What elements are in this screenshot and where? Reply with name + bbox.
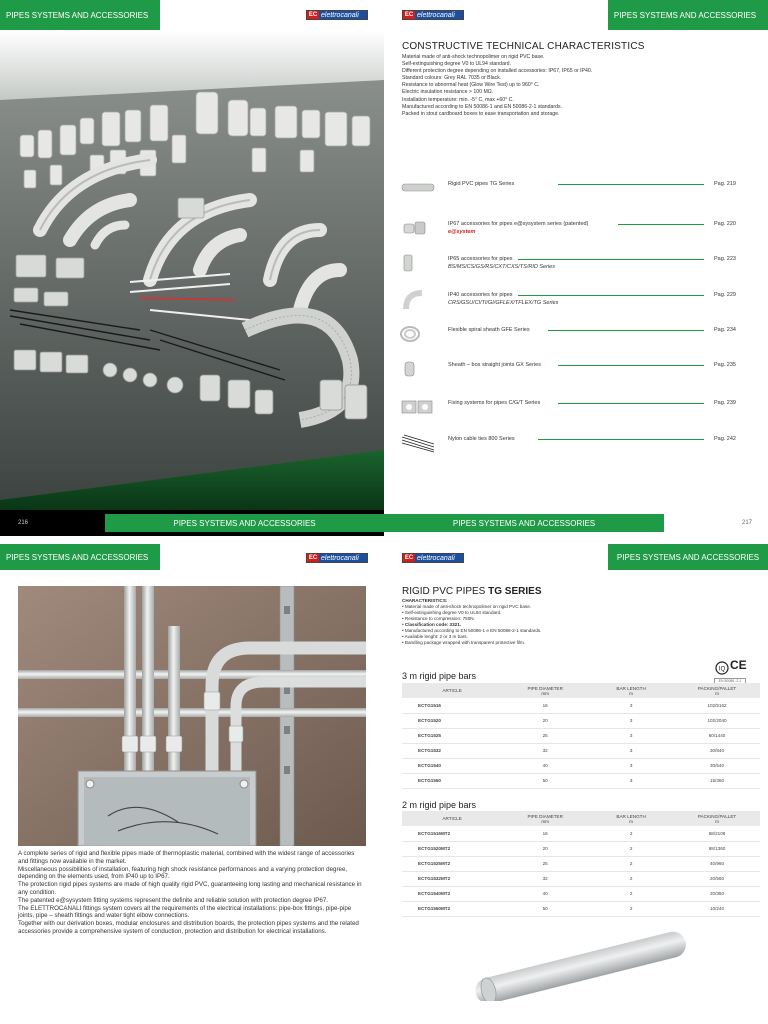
table-cell: 50: [502, 773, 588, 788]
catalog-label: IP67 accessories for pipes e@sysystem series (patented): [448, 221, 589, 227]
characteristic-item: • Resistance to compression: 750N.: [402, 616, 475, 621]
table-cell: 3: [588, 713, 674, 728]
catalog-label: Nylon cable ties 800 Series: [448, 436, 515, 442]
table-cell: 30/540: [674, 758, 760, 773]
characteristic-item: • Classification code: 3321.: [402, 622, 462, 627]
leader-line: [518, 259, 704, 260]
table-row: [402, 698, 760, 713]
article-code: ECTG1540MT2: [402, 886, 502, 901]
article-code: ECTG1532MT2: [402, 871, 502, 886]
table-cell: 2: [588, 841, 674, 856]
page-header: PIPES SYSTEMS AND ACCESSORIES: [0, 0, 160, 30]
intro-paragraph: Miscellaneous possibilities of installation, featuring high shock resistance performances and a varying protection degree, depending on the elements used, from IP40 up to IP67.: [18, 865, 348, 881]
catalog-page: Pag. 219: [713, 181, 736, 187]
spec-item: Manufactured according to EN 50086-1 and EN 50086-2-1 standards.: [402, 103, 563, 110]
article-code: ECTG1520MT2: [402, 841, 502, 856]
column-header: PIPE DIAMETER mm: [502, 683, 588, 698]
table-row: [402, 871, 760, 886]
table-cell: 20: [502, 713, 588, 728]
spec-item: Material made of anti-shock technopolimer on rigid PVC base.: [402, 54, 545, 60]
spec-item: Different protection degree depending on installed accessories: IP67, IP65 or IP40.: [402, 68, 593, 75]
catalog-page: Pag. 234: [713, 327, 736, 333]
product-title: RIGID PVC PIPES TG SERIES: [402, 586, 542, 597]
flexible-sheath-icon: [400, 324, 436, 344]
spec-list: [402, 54, 592, 118]
table-row: [402, 841, 760, 856]
spec-item: Electric insulation resistance > 100 MΩ.: [402, 89, 494, 96]
page-header: PIPES SYSTEMS AND ACCESSORIES: [608, 0, 768, 30]
catalog-row[interactable]: [400, 324, 740, 344]
characteristic-item: • Material made of anti-shock technopolimer on rigid PVC base.: [402, 604, 532, 609]
intro-paragraph: The patented e@sysystem fitting systems represent the definite and reliable solution with protection degree IP67.: [18, 896, 328, 904]
ip40-elbow-icon: [400, 289, 436, 309]
table-cell: 15/360: [674, 773, 760, 788]
page-header: PIPES SYSTEMS AND ACCESSORIES: [0, 544, 160, 570]
spec-item: Packed in stout cardboard boxes to ease transportation and storage.: [402, 110, 560, 117]
characteristic-item: • Manufactured according to EN 50086-1 e EN 50086-2-1 standards.: [402, 628, 542, 633]
table-cell: 32: [502, 743, 588, 758]
cable-ties-icon: [400, 433, 436, 453]
table-cell: 50: [502, 901, 588, 916]
fixing-clip-icon: [400, 397, 436, 417]
catalog-row[interactable]: [400, 289, 740, 309]
catalog-row[interactable]: [400, 218, 740, 238]
catalog-row[interactable]: [400, 397, 740, 417]
catalog-row[interactable]: [400, 359, 740, 379]
column-header: ARTICLE: [402, 683, 502, 698]
ce-mark: CE: [730, 658, 747, 672]
spec-item: Self-extinguishing degree V0 to UL94 standard.: [402, 61, 512, 68]
intro-paragraph: Together with our derivation boxes, modular enclosures and distribution boards, the protection pipes systems and the related accessories provide a comprehensive system of conduction, protection and distribution for electrical installations.: [18, 920, 359, 935]
pipe-table-2m: [402, 811, 760, 917]
page-216: [0, 0, 384, 536]
catalog-label: Rigid PVC pipes TG Series: [448, 181, 515, 187]
table-cell: 3: [588, 773, 674, 788]
table-cell: 16: [502, 698, 588, 713]
page-header: PIPES SYSTEMS AND ACCESSORIES: [608, 544, 768, 570]
characteristics-heading: CHARACTERISTICS:: [402, 598, 448, 603]
page-218: [0, 544, 384, 1024]
intro-paragraph: A complete series of rigid and flexible pipes made of thermoplastic material, combined with the widest range of accessories and fittings now available in the market.: [18, 850, 355, 865]
catalog-page: Pag. 229: [713, 292, 736, 298]
page-gap: [0, 536, 768, 544]
catalog-sub: CRS/GSU/CI/TI/GI/GFLEX/TFLEX/TG Series: [448, 300, 559, 306]
article-code: ECTG1516MT2: [402, 826, 502, 841]
ip65-accessory-icon: [400, 253, 436, 273]
esystem-logo-text: e@system: [448, 229, 476, 235]
table-header-row: [402, 683, 760, 698]
leader-line: [558, 403, 704, 404]
page-footer: PIPES SYSTEMS AND ACCESSORIES: [105, 514, 384, 532]
spec-item: Installation temperature: min. -5° C, max +60° C.: [402, 96, 514, 103]
table-cell: 68/1360: [674, 841, 760, 856]
table-cell: 3: [588, 758, 674, 773]
table-cell: 10/240: [674, 901, 760, 916]
catalog-label: IP40 accessories for pipes: [448, 292, 513, 298]
table-cell: 20/360: [674, 886, 760, 901]
spec-item: Standard colours: Grey RAL 7035 or Black.: [402, 75, 502, 82]
column-header: BAR LENGTH m: [588, 811, 674, 826]
catalog-page: Pag. 223: [713, 256, 736, 262]
table-cell: 3: [588, 743, 674, 758]
catalog-page: Pag. 235: [713, 362, 736, 368]
characteristic-item: • Available lenght: 2 or 3 m bars.: [402, 634, 468, 639]
catalog-label: Sheath – box straight joints GX Series: [448, 362, 541, 368]
catalog-row[interactable]: [400, 433, 740, 453]
elettrocanali-logo: EC elettrocanali: [402, 553, 464, 563]
leader-line: [558, 184, 704, 185]
table-cell: 40: [502, 886, 588, 901]
column-header: PACKING/PALLET m: [674, 683, 760, 698]
section-title: CONSTRUCTIVE TECHNICAL CHARACTERISTICS: [402, 41, 645, 52]
table-row: [402, 758, 760, 773]
catalog-page: Pag. 239: [713, 400, 736, 406]
table-cell: 2: [588, 826, 674, 841]
page-number: 217: [742, 520, 753, 526]
characteristic-item: • Bandling package wrapped with transparent protective film.: [402, 640, 526, 645]
characteristics: [402, 598, 542, 646]
leader-line: [538, 439, 704, 440]
leader-line: [518, 295, 704, 296]
table-cell: 2: [588, 871, 674, 886]
article-code: ECTG1525MT2: [402, 856, 502, 871]
intro-paragraph: The protection rigid pipes systems are made of high quality rigid PVC, guaranteeing long lasting and mechanical resistance in any condition.: [18, 881, 362, 896]
table-cell: 20: [502, 841, 588, 856]
pipe-table-3m: [402, 683, 760, 789]
article-code: ECTG1550MT2: [402, 901, 502, 916]
table-cell: 60/1440: [674, 728, 760, 743]
table-cell: 68/2108: [674, 826, 760, 841]
column-header: PACKING/PALLET m: [674, 811, 760, 826]
rigid-pipe-image: [464, 929, 694, 1001]
table-cell: 2: [588, 856, 674, 871]
catalog-page: Pag. 242: [713, 436, 736, 442]
characteristic-item: • Self-extinguishing degree V0 to UL94 standard.: [402, 610, 502, 615]
table-cell: 25: [502, 856, 588, 871]
article-code: ECTG1532: [402, 743, 502, 758]
table-cell: 16: [502, 826, 588, 841]
section-2m-title: 2 m rigid pipe bars: [402, 800, 477, 810]
leader-line: [618, 224, 704, 225]
article-code: ECTG1520: [402, 713, 502, 728]
ip67-accessory-icon: [400, 218, 436, 238]
pipe-accessories-photo: [0, 30, 384, 510]
table-cell: 3: [588, 728, 674, 743]
article-code: ECTG1550: [402, 773, 502, 788]
svg-text:IQ: IQ: [718, 666, 726, 673]
table-cell: 20/560: [674, 871, 760, 886]
page-219: [384, 544, 768, 1024]
table-cell: 25: [502, 728, 588, 743]
catalog-row[interactable]: [400, 253, 740, 273]
catalog-sub: BS/MS/CS/GS/RS/CXT/CXS/TS/RID Series: [448, 264, 555, 270]
table-row: [402, 886, 760, 901]
leader-line: [558, 365, 704, 366]
table-header-row: [402, 811, 760, 826]
table-cell: 32: [502, 871, 588, 886]
table-row: [402, 743, 760, 758]
catalog-label: Fixing systems for pipes C/G/T Series: [448, 400, 541, 406]
page-217: [384, 0, 768, 536]
table-row: [402, 728, 760, 743]
leader-line: [548, 330, 704, 331]
table-cell: 102/2040: [674, 713, 760, 728]
table-cell: 40: [502, 758, 588, 773]
column-header: PIPE DIAMETER mm: [502, 811, 588, 826]
table-row: [402, 826, 760, 841]
column-header: ARTICLE: [402, 811, 502, 826]
installation-photo: [18, 586, 366, 846]
intro-text: [18, 850, 366, 936]
catalog-row[interactable]: [400, 178, 740, 198]
elettrocanali-logo: EC elettrocanali: [402, 10, 464, 20]
column-header: BAR LENGTH m: [588, 683, 674, 698]
table-cell: 3: [588, 698, 674, 713]
sheath-joint-icon: [400, 359, 436, 379]
article-code: ECTG1525: [402, 728, 502, 743]
table-row: [402, 713, 760, 728]
intro-paragraph: The ELETTROCANALI fittings system covers all the requirements of the electrical installations: pipe-box fittings, pipe-pipe joints, pipe – sheath fittings and water tight elbow connections.: [18, 904, 352, 920]
table-cell: 30/840: [674, 743, 760, 758]
table-row: [402, 856, 760, 871]
elettrocanali-logo: EC elettrocanali: [306, 10, 368, 20]
cert-code: EN 50086 -2-1: [714, 678, 746, 684]
section-3m-title: 3 m rigid pipe bars: [402, 671, 477, 681]
article-code: ECTG1540: [402, 758, 502, 773]
catalog-page: Pag. 220: [713, 221, 736, 227]
page-number: 216: [18, 520, 29, 526]
table-cell: 102/5162: [674, 698, 760, 713]
catalog-label: Flexible spiral sheath GFE Series: [448, 327, 530, 333]
table-row: [402, 773, 760, 788]
table-cell: 40/960: [674, 856, 760, 871]
article-code: ECTG1516: [402, 698, 502, 713]
table-row: [402, 901, 760, 916]
table-cell: 2: [588, 901, 674, 916]
rigid-pipe-icon: [400, 178, 436, 198]
spec-item: Resistance to abnormal heat (Glow Wire Test) up to 960° C.: [402, 82, 540, 89]
catalog-label: IP65 accessories for pipes: [448, 256, 513, 262]
elettrocanali-logo: EC elettrocanali: [306, 553, 368, 563]
page-footer: PIPES SYSTEMS AND ACCESSORIES: [384, 514, 664, 532]
table-cell: 2: [588, 886, 674, 901]
